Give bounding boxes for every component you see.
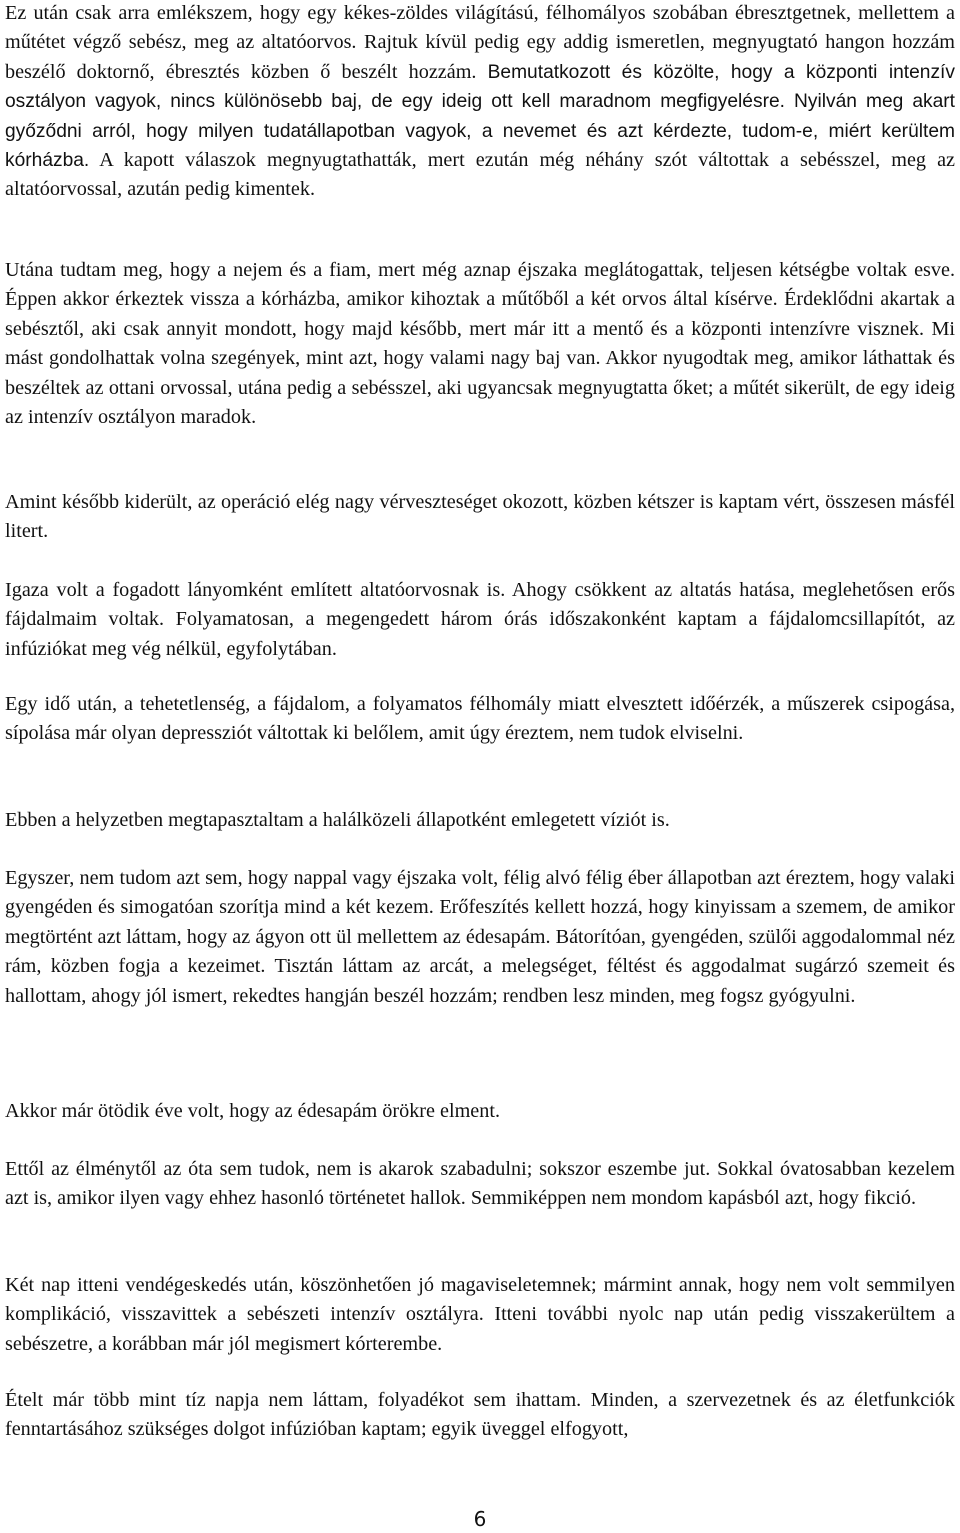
paragraph-8: Akkor már ötödik éve volt, hogy az édesapám örökre elment. [5,1100,500,1122]
paragraph-1-part-1: Ez után csak arra emlékszem, hogy egy kékes-zöldes világítású, félhomályos szobában ébresztgetnek, mellettem a műtétet végző sebész, meg az altatóorvos. Rajtuk kívül pedig egy addig ismeretlen, megnyugtató hangon hozzám beszélő doktornő, ébresztés közben ő beszélt hozzám. [5,2,955,83]
paragraph-11: Ételt már több mint tíz napja nem láttam, folyadékot sem ihattam. Minden, a szervezetnek és az életfunkciók fenntartásához szükséges dolgot infúzióban kaptam; egyik üveggel elfogyott, [5,1389,955,1441]
paragraph-2: Utána tudtam meg, hogy a nejem és a fiam, mert még aznap éjszaka meglátogattak, teljesen kétségbe voltak esve. Éppen akkor érkeztek vissza a kórházba, amikor kihoztak a műtőből a két orvos által kísérve. Érdeklődni akartak a sebésztől, aki csak annyit mondott, hogy majd később, mert már itt a mentő és a központi intenzívre visznek. Mi mást gondolhattak volna szegények, mint azt, hogy valami nagy baj van. Akkor nyugodtak meg, amikor láthattak és beszéltek az ottani orvossal, utána pedig a sebésszel, aki ugyancsak megnyugtatta őket; a műtét sikerült, de egy ideig az intenzív osztályon maradok. [5,259,955,429]
paragraph-6: Ebben a helyzetben megtapasztaltam a halálközeli állapotként emlegetett víziót is. [5,809,670,831]
paragraph-1-part-3: A kapott válaszok megnyugtathatták, mert ezután még néhány szót váltottak a sebésszel, meg az altatóorvossal, azután pedig kimentek. [5,149,955,201]
paragraph-5: Egy idő után, a tehetetlenség, a fájdalom, a folyamatos félhomály miatt elvesztett időérzék, a műszerek csipogása, sípolása már olyan depressziót váltottak ki belőlem, amit úgy éreztem, nem tudok elviselni. [5,693,955,745]
page-number: 6 [473,1507,487,1531]
paragraph-3: Amint később kiderült, az operáció elég nagy vérveszteséget okozott, közben kétszer is kaptam vért, összesen másfél litert. [5,491,955,543]
paragraph-4: Igaza volt a fogadott lányomként említett altatóorvosnak is. Ahogy csökkent az altatás hatása, meglehetősen erős fájdalmaim voltak. Folyamatosan, a megengedett három órás időszakonként kaptam a fájdalomcsillapítót, az infúziókat meg vég nélkül, egyfolytában. [5,579,955,660]
paragraph-9: Ettől az élménytől az óta sem tudok, nem is akarok szabadulni; sokszor eszembe jut. Sokkal óvatosabban kezelem azt is, amikor ilyen vagy ehhez hasonló történetet hallok. Semmiképpen nem mondom kapásból azt, hogy fikció. [5,1158,955,1210]
paragraph-1-part-2: Bemutatkozott és közölte, hogy a központi intenzív osztályon vagyok, nincs különösebb baj, de egy ideig ott kell maradnom megfigyelésre. Nyilván meg akart győződni arról, hogy milyen tudatállapotban vagyok, a nevemet és azt kérdezte, tudom-e, miért kerültem kórházba. [5,61,955,172]
paragraph-7: Egyszer, nem tudom azt sem, hogy nappal vagy éjszaka volt, félig alvó félig éber állapotban azt éreztem, hogy valaki gyengéden és simogatóan szorítja mind a két kezem. Erőfeszítés kellett hozzá, hogy kinyissam a szemem, de amikor megtörtént azt láttam, hogy az ágyon ott ül mellettem az édesapám. Bátorítóan, gyengéden, szülői aggodalommal néz rám, közben fogja a kezeimet. Tisztán láttam az arcát, a melegséget, féltést és aggodalmat sugárzó szemeit és hallottam, ahogy jól ismert, rekedtes hangján beszél hozzám; rendben lesz minden, meg fogsz gyógyulni. [5,867,955,1007]
paragraph-10: Két nap itteni vendégeskedés után, köszönhetően jó magaviseletemnek; mármint annak, hogy nem volt semmilyen komplikáció, visszavittek a sebészeti intenzív osztályra. Itteni további nyolc nap után pedig visszakerültem a sebészetre, a korábban már jól megismert kórterembe. [5,1274,955,1355]
paragraph-1 [5,0,955,205]
